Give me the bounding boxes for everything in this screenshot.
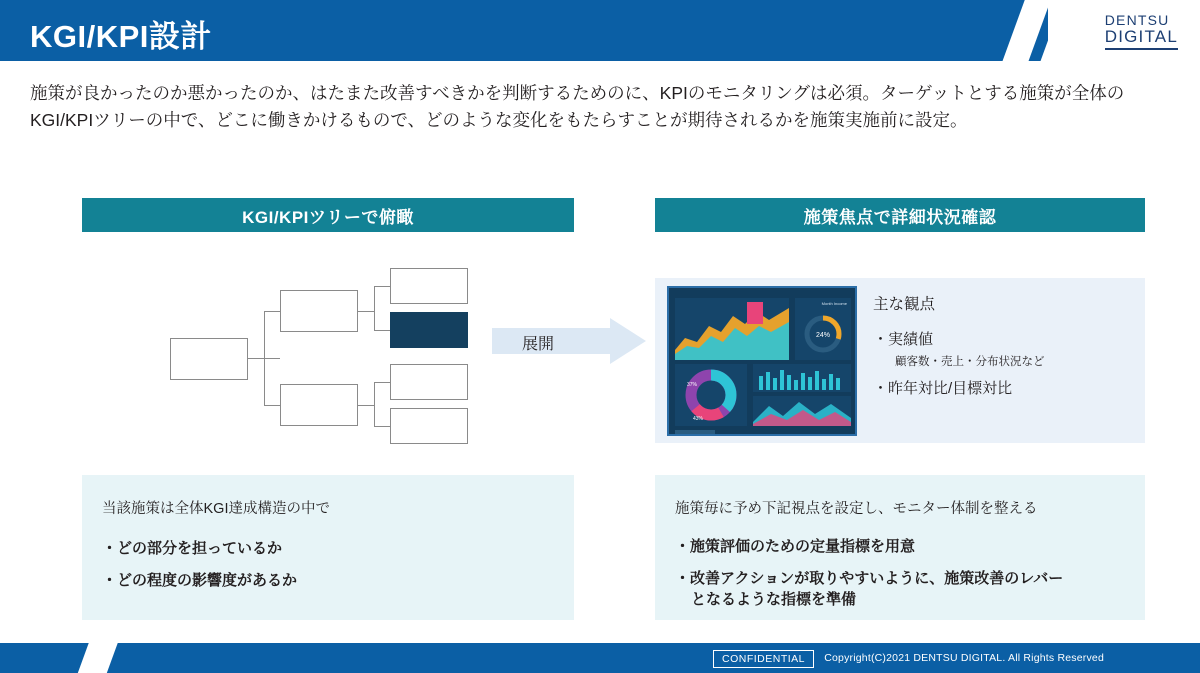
viewpoint-subtext: 顧客数・売上・分布状況など bbox=[895, 356, 1045, 368]
right-note-heading: 施策毎に予め下記視点を設定し、モニター体制を整える bbox=[675, 501, 1038, 517]
dashboard-footer-bar bbox=[675, 430, 715, 434]
dashboard-card-kpi bbox=[795, 298, 851, 360]
donut-chart-icon bbox=[675, 364, 747, 426]
tree-connector bbox=[264, 311, 280, 312]
tree-connector bbox=[264, 405, 280, 406]
tree-connector bbox=[358, 311, 374, 312]
page-title: KGI/KPI設計 bbox=[30, 19, 212, 54]
logo-underline bbox=[1105, 48, 1178, 50]
arrow-head bbox=[610, 318, 646, 364]
tree-connector bbox=[374, 426, 390, 427]
left-note-item-1: ・どの部分を担っているか bbox=[102, 540, 283, 557]
left-note-item-2: ・どの程度の影響度があるか bbox=[102, 572, 298, 590]
tree-node-leaf-2-highlighted bbox=[390, 312, 468, 348]
right-column-header: 施策焦点で詳細状況確認 bbox=[655, 198, 1145, 232]
area-chart-icon bbox=[675, 298, 789, 360]
dashboard-card-area-chart bbox=[675, 298, 789, 360]
mountain-chart-icon bbox=[753, 396, 851, 426]
tree-connector bbox=[374, 286, 375, 330]
tree-connector bbox=[374, 382, 375, 426]
left-note-heading: 当該施策は全体KGI達成構造の中で bbox=[102, 501, 330, 517]
arrow-label: 展開 bbox=[522, 336, 555, 353]
copyright-text: Copyright(C)2021 DENTSU DIGITAL. All Rights Reserved bbox=[824, 652, 1104, 664]
dashboard-screenshot bbox=[667, 286, 857, 436]
svg-text:37%: 37% bbox=[687, 382, 698, 388]
logo-line-1: DENTSU bbox=[1104, 12, 1170, 28]
tree-connector bbox=[358, 405, 374, 406]
left-column-header: KGI/KPIツリーで俯瞰 bbox=[82, 198, 574, 232]
right-note-list bbox=[675, 537, 1131, 622]
tree-connector bbox=[374, 330, 390, 331]
confidential-badge: CONFIDENTIAL bbox=[713, 650, 814, 668]
slide-footer bbox=[0, 643, 1200, 673]
tree-node-leaf-1 bbox=[390, 268, 468, 304]
right-note-item-2-line1: ・改善アクションが取りやすいように、施策改善のレバー bbox=[675, 570, 1064, 588]
dashboard-viewpoints bbox=[873, 292, 1131, 402]
tree-node-mid-1 bbox=[280, 290, 358, 332]
tree-node-mid-2 bbox=[280, 384, 358, 426]
kpi-donut-icon bbox=[795, 298, 851, 360]
dashboard-card-bars bbox=[753, 364, 851, 392]
tree-node-leaf-4 bbox=[390, 408, 468, 444]
dentsu-digital-logo bbox=[1105, 13, 1178, 50]
right-note-item-2 bbox=[675, 569, 1131, 610]
expand-arrow bbox=[492, 318, 652, 366]
right-note-box bbox=[655, 475, 1145, 620]
right-note-item-1: ・施策評価のための定量指標を用意 bbox=[675, 538, 916, 555]
tree-node-leaf-3 bbox=[390, 364, 468, 400]
dashboard-card-label: Month Income bbox=[821, 301, 847, 306]
tree-connector bbox=[374, 382, 390, 383]
left-note-list bbox=[102, 539, 560, 604]
lead-paragraph: 施策が良かったのか悪かったのか、はたまた改善すべきかを判断するためのに、KPIのモニタリングは必須。ターゲットとする施策が全体のKGI/KPIツリーの中で、どこに働きかけるもので、どのような変化をもたらすことが期待されるかを施策実施前に設定。 bbox=[30, 83, 1125, 131]
viewpoint-item-1: ・実績値 bbox=[873, 331, 934, 348]
left-note-box bbox=[82, 475, 574, 620]
bar-chart-icon bbox=[753, 364, 851, 392]
svg-text:43%: 43% bbox=[693, 416, 704, 422]
tree-node-root bbox=[170, 338, 248, 380]
tree-connector bbox=[374, 286, 390, 287]
kgi-kpi-tree bbox=[170, 272, 490, 452]
right-note-item-2-line2: となるような指標を準備 bbox=[691, 590, 857, 608]
tree-connector bbox=[264, 311, 265, 405]
viewpoint-item-2: ・昨年対比/目標対比 bbox=[873, 380, 1013, 397]
dashboard-card-donut bbox=[675, 364, 747, 426]
slide-header bbox=[0, 0, 1200, 61]
viewpoints-title: 主な観点 bbox=[873, 296, 936, 313]
svg-text:24%: 24% bbox=[815, 332, 831, 339]
dashboard-panel bbox=[655, 278, 1145, 443]
dashboard-card-mountain bbox=[753, 396, 851, 426]
logo-line-2: DIGITAL bbox=[1104, 26, 1178, 46]
